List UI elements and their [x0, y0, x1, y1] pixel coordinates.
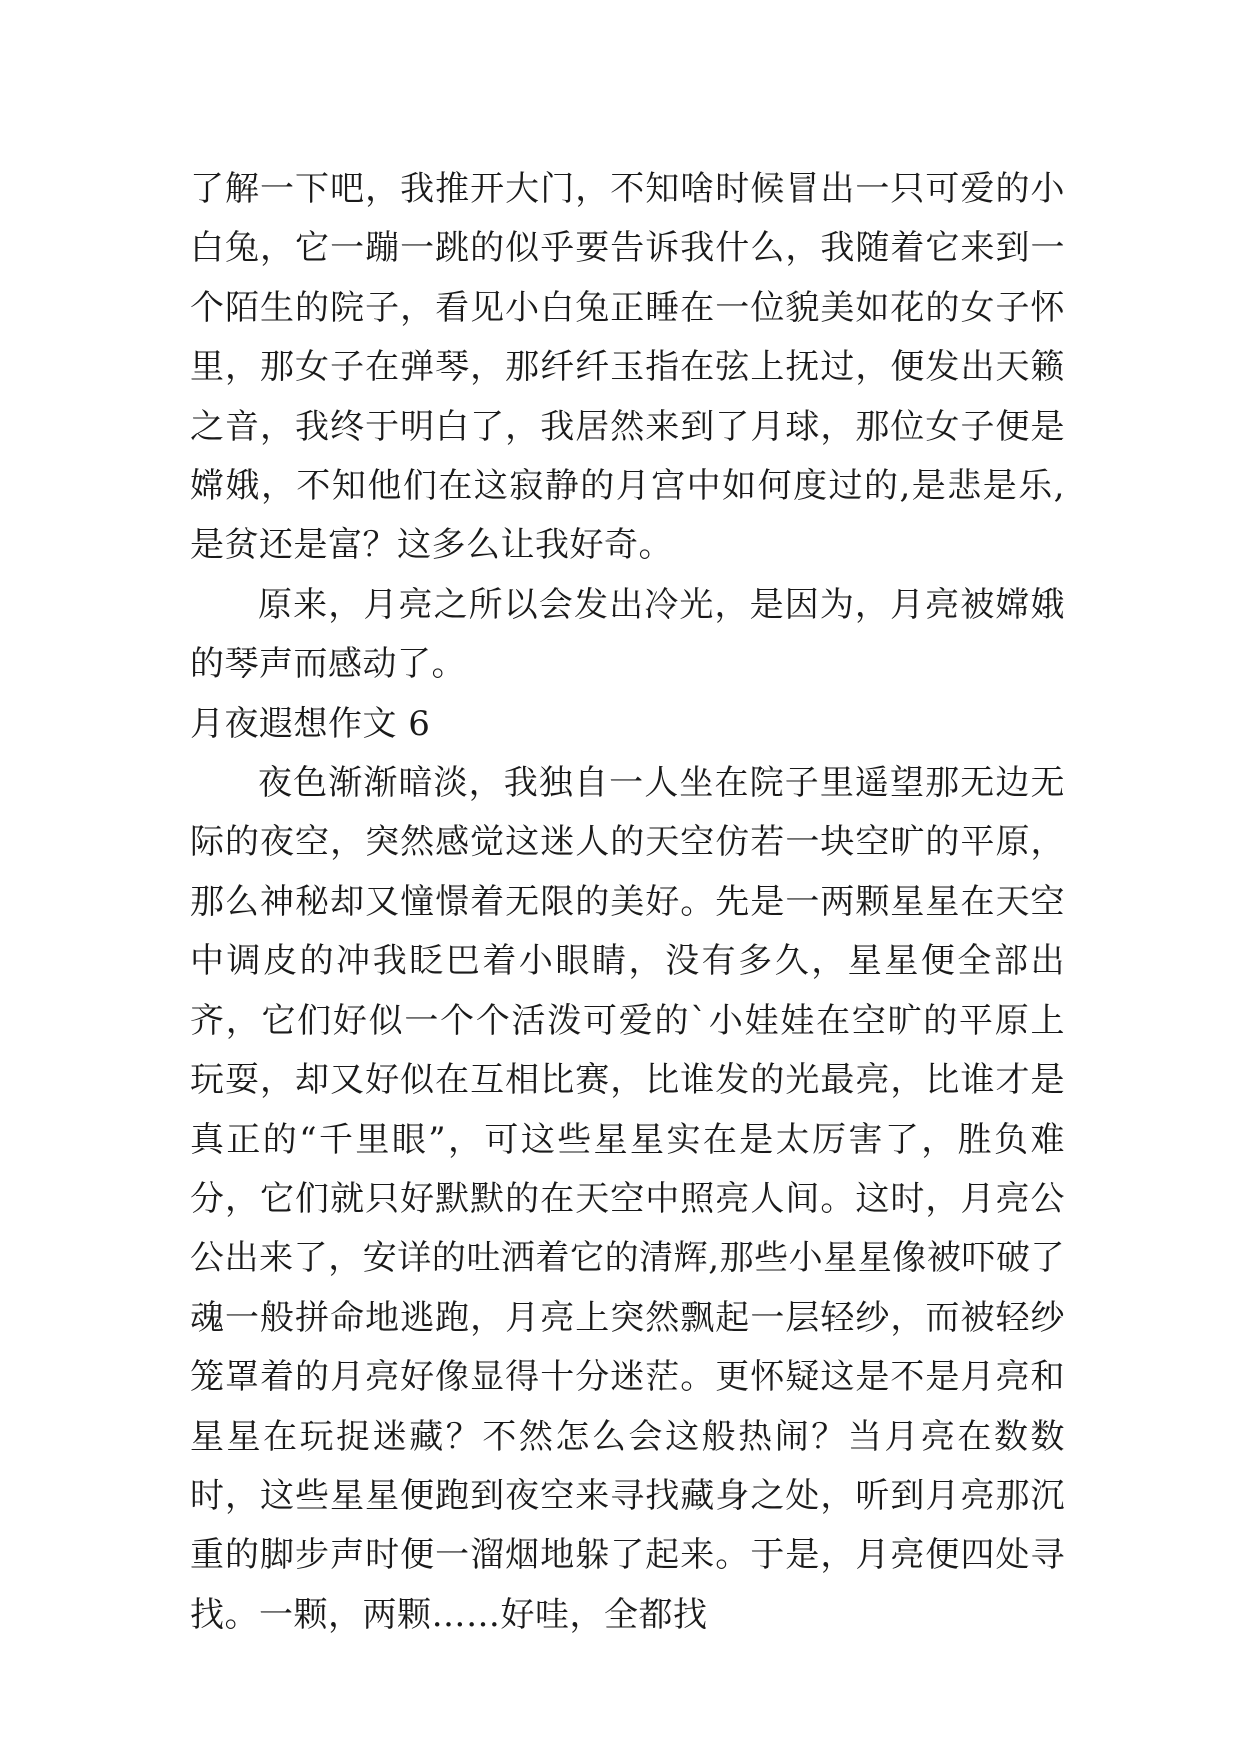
- paragraph-continued: 了解一下吧，我推开大门，不知啥时候冒出一只可爱的小白兔，它一蹦一跳的似乎要告诉我什么，我随着它来到一个陌生的院子，看见小白兔正睡在一位貌美如花的女子怀里，那女子在弹琴，那纤纤玉指在弦上抚过，便发出天籁之音，我终于明白了，我居然来到了月球，那位女子便是嫦娥，不知他们在这寂静的月宫中如何度过的,是悲是乐,是贫还是富？这多么让我好奇。: [190, 169, 1065, 566]
- document-body: [190, 160, 1065, 1645]
- paragraph-moonlight: 原来，月亮之所以会发出冷光，是因为，月亮被嫦娥的琴声而感动了。: [190, 584, 1065, 685]
- section-heading: 月夜遐想作文 6: [190, 703, 431, 744]
- paragraph-night-sky: 夜色渐渐暗淡，我独自一人坐在院子里遥望那无边无际的夜空，突然感觉这迷人的天空仿若一块空旷的平原，那么神秘却又憧憬着无限的美好。先是一两颗星星在天空中调皮的冲我眨巴着小眼睛，没有多久，星星便全部出齐，它们好似一个个活泼可爱的`小娃娃在空旷的平原上玩耍，却又好似在互相比赛，比谁发的光最亮，比谁才是真正的“千里眼”，可这些星星实在是太厉害了，胜负难分，它们就只好默默的在天空中照亮人间。这时，月亮公公出来了，安详的吐洒着它的清辉,那些小星星像被吓破了魂一般拼命地逃跑，月亮上突然飘起一层轻纱，而被轻纱笼罩着的月亮好像显得十分迷茫。更怀疑这是不是月亮和星星在玩捉迷藏？不然怎么会这般热闹？当月亮在数数时，这些星星便跑到夜空来寻找藏身之处，听到月亮那沉重的脚步声时便一溜烟地躲了起来。于是，月亮便四处寻找。一颗，两颗……好哇，全都找: [190, 763, 1065, 1635]
